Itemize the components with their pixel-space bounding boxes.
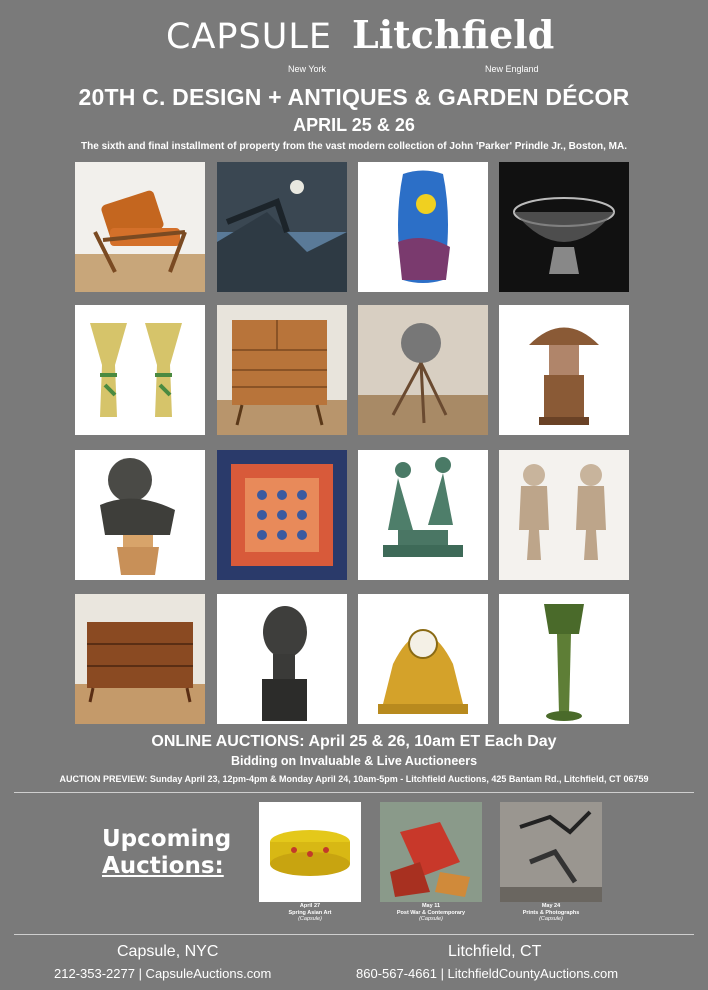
footer-litchfield-contact[interactable]: 860-567-4661 | LitchfieldCountyAuctions.com [356, 966, 619, 981]
lot-image-glass-bowl[interactable] [499, 162, 629, 292]
upcoming-image-contemporary[interactable] [380, 802, 482, 902]
lot-image-garden-sculpture[interactable] [358, 450, 488, 580]
lot-image-pair-vases[interactable] [75, 305, 205, 435]
upcoming-title-1: Spring Asian Art [288, 909, 332, 916]
preview-text: AUCTION PREVIEW: Sunday April 23, 12pm-4pm & Monday April 24, 10am-5pm - Litchfield Auctions, 425 Bantam Rd., Litchfield, CT 06759 [59, 774, 649, 784]
upcoming-title-2: Post War & Contemporary [396, 909, 466, 916]
upcoming-heading [102, 826, 231, 880]
lot-image-globe[interactable] [358, 305, 488, 435]
capsule-location: New York [288, 64, 327, 74]
upcoming-house-2: (Capsule) [419, 916, 443, 922]
lot-image-mantel-clock[interactable] [358, 594, 488, 724]
upcoming-image-photograph[interactable] [500, 802, 602, 902]
lot-image-rug[interactable] [217, 450, 347, 580]
lot-image-table-lamp[interactable] [499, 305, 629, 435]
online-auctions-text: ONLINE AUCTIONS: April 25 & 26, 10am ET Each Day [151, 733, 557, 750]
lot-image-bronze-bust[interactable] [75, 450, 205, 580]
lot-image-glass-vase[interactable] [358, 162, 488, 292]
divider-bottom [14, 934, 694, 935]
footer-litchfield-name: Litchfield, CT [448, 943, 542, 960]
upcoming-title-3: Prints & Photographs [522, 909, 580, 916]
upcoming-house-1: (Capsule) [298, 916, 322, 922]
lot-image-bronze-head[interactable] [217, 594, 347, 724]
litchfield-location: New England [485, 64, 539, 74]
bidding-text: Bidding on Invaluable & Live Auctioneers [230, 754, 478, 768]
upcoming-caption-1 [245, 903, 375, 923]
upcoming-house-3: (Capsule) [539, 916, 563, 922]
headline: 20TH C. DESIGN + ANTIQUES & GARDEN DÉCOR [78, 84, 630, 110]
footer-capsule-name: Capsule, NYC [117, 943, 219, 960]
lot-image-commode[interactable] [75, 594, 205, 724]
lot-image-dresser[interactable] [217, 305, 347, 435]
upcoming-image-asian-art[interactable] [259, 802, 361, 902]
lot-image-cherub-pair[interactable] [499, 450, 629, 580]
upcoming-caption-2 [366, 903, 496, 923]
footer-capsule-contact[interactable]: 212-353-2277 | CapsuleAuctions.com [54, 966, 272, 981]
upcoming-date-2: May 11 [421, 903, 441, 909]
upcoming-line2: Auctions: [102, 853, 224, 879]
upcoming-date-1: April 27 [299, 903, 321, 909]
lot-image-jardiniere[interactable] [499, 594, 629, 724]
capsule-logo: CAPSULE [166, 17, 332, 57]
upcoming-caption-3 [486, 903, 616, 923]
divider-top [14, 792, 694, 793]
auction-dates: APRIL 25 & 26 [293, 115, 415, 135]
litchfield-logo: Litchfield [352, 12, 555, 57]
intro-text: The sixth and final installment of property from the vast modern collection of John 'Parker' Prindle Jr., Boston, MA. [81, 141, 627, 152]
lot-image-lounge-chair[interactable] [75, 162, 205, 292]
upcoming-line1: Upcoming [102, 826, 232, 852]
upcoming-date-3: May 24 [541, 903, 561, 909]
lot-image-painting[interactable] [217, 162, 347, 292]
